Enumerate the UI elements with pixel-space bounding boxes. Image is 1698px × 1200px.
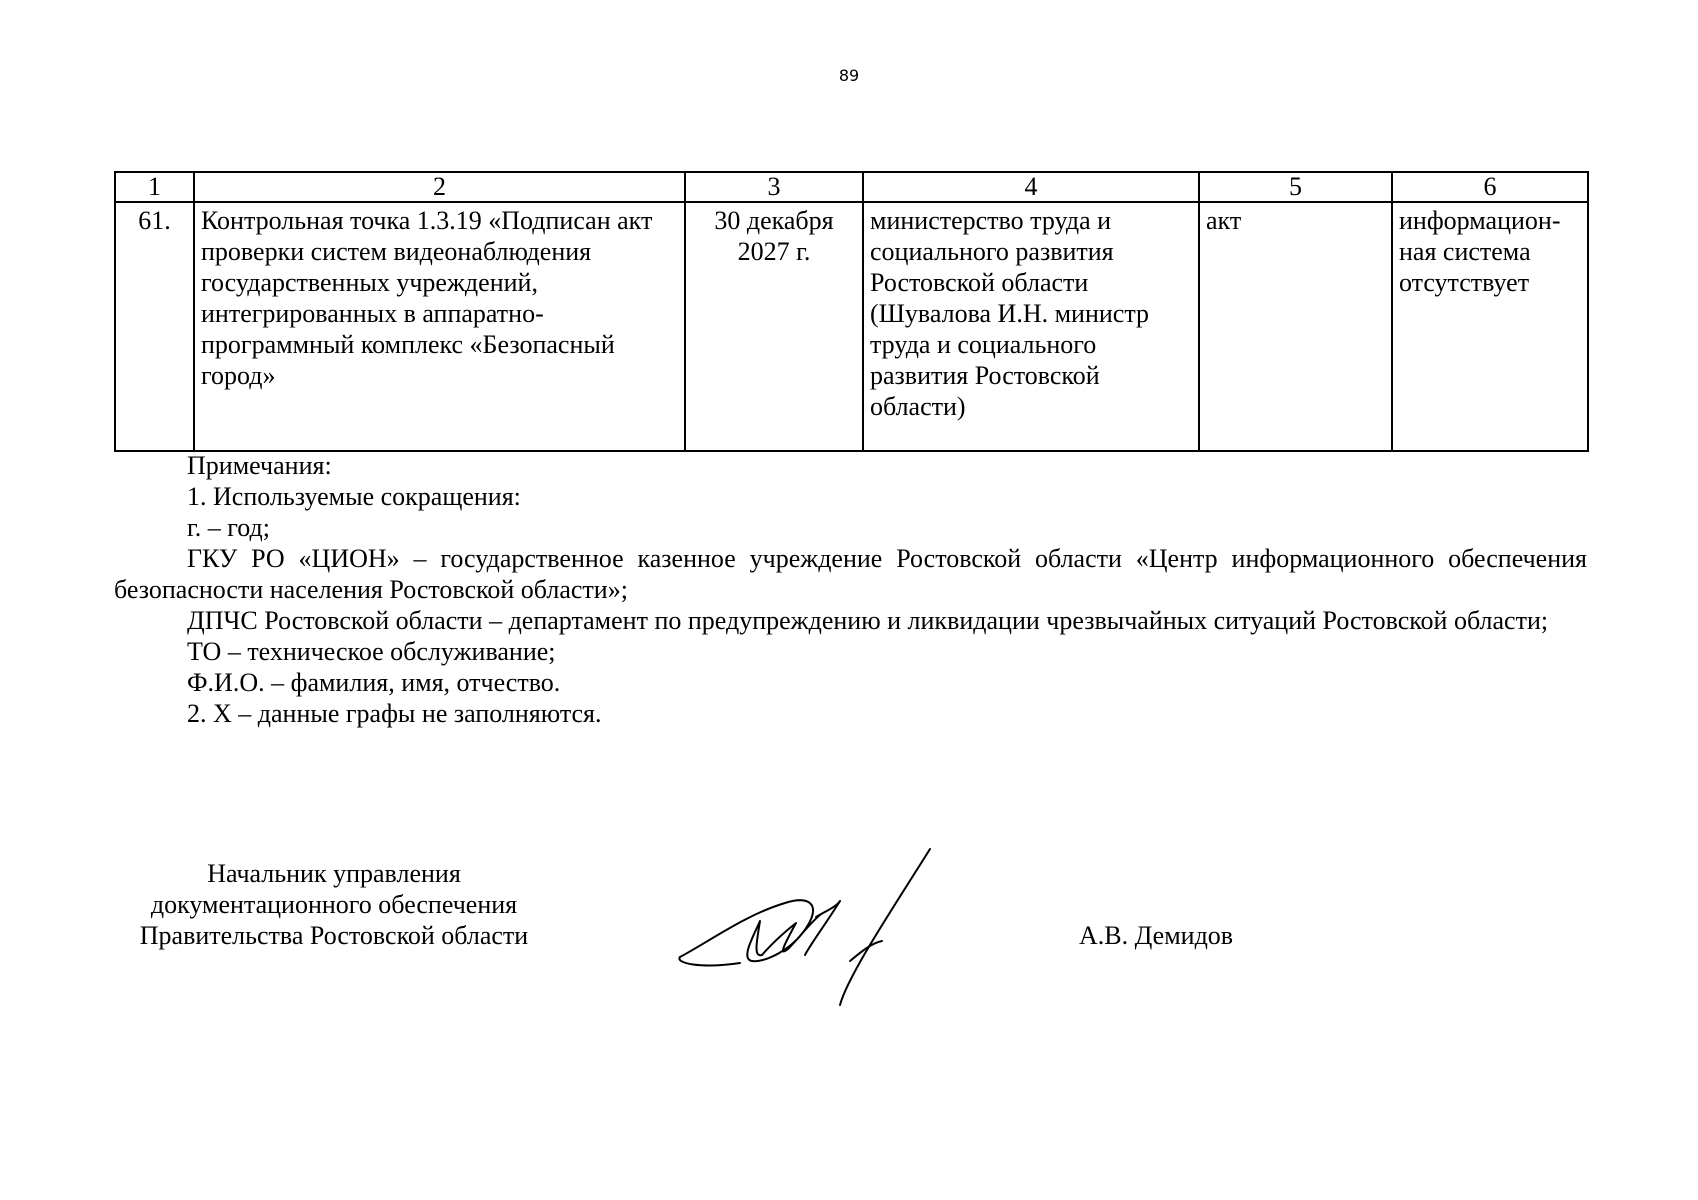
notes-item-1: 1. Используемые сокращения: — [187, 482, 521, 511]
abbreviation-to: ТО – техническое обслуживание; — [187, 637, 556, 666]
abbreviation-gku: ГКУ РО «ЦИОН» – государственное казенное учреждение Ростовской области «Центр информационного обеспечения безопасности населения Ростовской области»; — [114, 544, 1587, 604]
header-cell: 2 — [194, 172, 685, 202]
signatory-title-line: Начальник управления — [207, 859, 461, 888]
row-system: информацион-ная система отсутствует — [1392, 202, 1588, 451]
header-cell: 5 — [1199, 172, 1392, 202]
row-name: Контрольная точка 1.3.19 «Подписан акт проверки систем видеонаблюдения государственных учреждений, интегрированных в аппаратно-программный комплекс «Безопасный город» — [194, 202, 685, 451]
signer-name: А.В. Демидов — [1079, 921, 1234, 950]
row-number: 61. — [115, 202, 194, 451]
signatory-title — [114, 858, 554, 951]
header-cell: 6 — [1392, 172, 1588, 202]
control-points-table — [114, 171, 1589, 452]
signatory-title-line: Правительства Ростовской области — [139, 921, 529, 950]
table-header-row — [115, 172, 1588, 202]
row-responsible: министерство труда и социального развития Ростовской области (Шувалова И.Н. министр труда и социального развития Ростовской области) — [863, 202, 1199, 451]
abbreviation-dpchs: ДПЧС Ростовской области – департамент по предупреждению и ликвидации чрезвычайных ситуаций Ростовской области; — [187, 606, 1549, 635]
abbreviation-fio: Ф.И.О. – фамилия, имя, отчество. — [187, 668, 561, 697]
page-number: 89 — [838, 66, 860, 85]
notes-item-2: 2. Х – данные графы не заполняются. — [187, 699, 602, 728]
signatory-title-line: документационного обеспечения — [150, 890, 518, 919]
abbreviation-year: г. – год; — [187, 513, 270, 542]
table-row — [115, 202, 1588, 451]
notes-section — [114, 450, 1587, 729]
row-document: акт — [1199, 202, 1392, 451]
handwritten-signature — [670, 845, 970, 1015]
header-cell: 1 — [115, 172, 194, 202]
notes-title: Примечания: — [187, 451, 332, 480]
header-cell: 4 — [863, 172, 1199, 202]
header-cell: 3 — [685, 172, 863, 202]
row-date: 30 декабря 2027 г. — [685, 202, 863, 451]
